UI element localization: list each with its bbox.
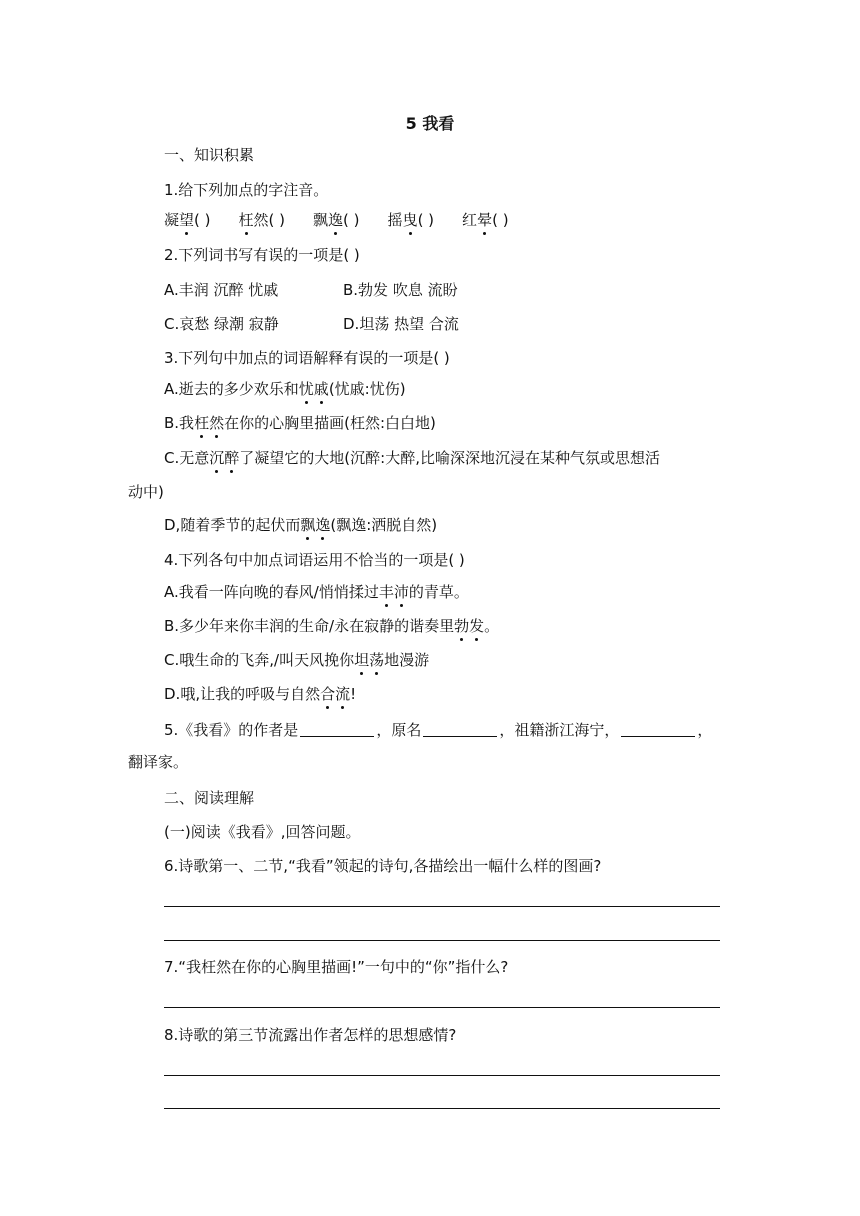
answer-blank-author[interactable] [300, 722, 374, 737]
pinyin-item-3: 飘逸( ) [313, 211, 360, 229]
question-4-option-c: C.哦生命的飞奔,/叫天风挽你坦荡地漫游 [164, 651, 430, 669]
dotted-char: 沛 [393, 583, 409, 601]
dotted-char: 流 [335, 685, 351, 703]
question-3-option-c: C.无意沉醉了凝望它的大地(沉醉:大醉,比喻深深地沉浸在某种气氛或思想活 [164, 449, 660, 467]
dotted-char: 枉 [238, 211, 254, 229]
answer-blank-original-name[interactable] [423, 722, 497, 737]
dotted-char: 晕 [477, 211, 493, 229]
dotted-char: 忧 [298, 380, 314, 398]
reading-instructions: (一)阅读《我看》,回答问题。 [164, 823, 361, 841]
question-6-stem: 6.诗歌第一、二节,“我看”领起的诗句,各描绘出一幅什么样的图画? [164, 857, 602, 875]
question-1-stem: 1.给下列加点的字注音。 [164, 181, 329, 199]
pinyin-item-4: 摇曳( ) [387, 211, 435, 229]
dotted-char: 飘 [300, 516, 316, 534]
question-5-continued: 翻译家。 [128, 753, 189, 771]
question-4-option-b: B.多少年来你丰润的生命/永在寂静的谐奏里勃发。 [164, 617, 500, 635]
page-title: 5 我看 [405, 114, 455, 133]
question-4-option-a: A.我看一阵向晚的春风/悄悄揉过丰沛的青草。 [164, 583, 469, 601]
question-3-stem: 3.下列句中加点的词语解释有误的一项是( ) [164, 349, 450, 367]
question-1-items [164, 210, 509, 230]
section-heading-reading: 二、阅读理解 [164, 789, 255, 807]
question-4-stem: 4.下列各句中加点词语运用不恰当的一项是( ) [164, 551, 465, 569]
dotted-char: 合 [320, 685, 336, 703]
answer-line[interactable] [164, 1075, 720, 1076]
question-3-option-d: D,随着季节的起伏而飘逸(飘逸:洒脱自然) [164, 516, 438, 534]
question-3-option-b: B.我枉然在你的心胸里描画(枉然:白白地) [164, 414, 436, 432]
answer-line[interactable] [164, 906, 720, 907]
question-3-option-c-continued: 动中) [128, 483, 164, 501]
question-2-option-d: D.坦荡 热望 合流 [343, 315, 459, 333]
answer-blank-identity[interactable] [621, 722, 695, 737]
dotted-char: 望 [179, 211, 195, 229]
question-2-stem: 2.下列词书写有误的一项是( ) [164, 246, 360, 264]
dotted-char: 沉 [209, 449, 225, 467]
question-7-stem: 7.“我枉然在你的心胸里描画!”一句中的“你”指什么? [164, 958, 509, 976]
question-2-option-c: C.哀愁 绿潮 寂静 [164, 315, 279, 333]
dotted-char: 坦 [354, 651, 370, 669]
question-4-option-d: D.哦,让我的呼吸与自然合流! [164, 685, 357, 703]
question-3-option-a: A.逝去的多少欢乐和忧戚(忧戚:忧伤) [164, 380, 406, 398]
question-8-stem: 8.诗歌的第三节流露出作者怎样的思想感情? [164, 1026, 457, 1044]
pinyin-item-1: 凝望( ) [164, 211, 211, 229]
question-2-option-a: A.丰润 沉醉 忧戚 [164, 281, 279, 299]
dotted-char: 发 [469, 617, 485, 635]
dotted-char: 戚 [313, 380, 329, 398]
dotted-char: 荡 [369, 651, 385, 669]
answer-line[interactable] [164, 1108, 720, 1109]
dotted-char: 勃 [454, 617, 470, 635]
section-heading-knowledge: 一、知识积累 [164, 146, 255, 164]
dotted-char: 枉 [194, 414, 210, 432]
dotted-char: 曳 [402, 211, 418, 229]
question-2-option-b: B.勃发 吹息 流盼 [343, 281, 458, 299]
dotted-char: 逸 [315, 516, 331, 534]
dotted-char: 然 [209, 414, 225, 432]
dotted-char: 逸 [328, 211, 344, 229]
question-5-fill-in: 5.《我看》的作者是 ，原名 ，祖籍浙江海宁， ， [164, 721, 713, 739]
dotted-char: 丰 [378, 583, 394, 601]
answer-line[interactable] [164, 1007, 720, 1008]
pinyin-item-5: 红晕( ) [462, 211, 509, 229]
dotted-char: 醉 [224, 449, 240, 467]
answer-line[interactable] [164, 940, 720, 941]
pinyin-item-2: 枉然( ) [238, 211, 286, 229]
